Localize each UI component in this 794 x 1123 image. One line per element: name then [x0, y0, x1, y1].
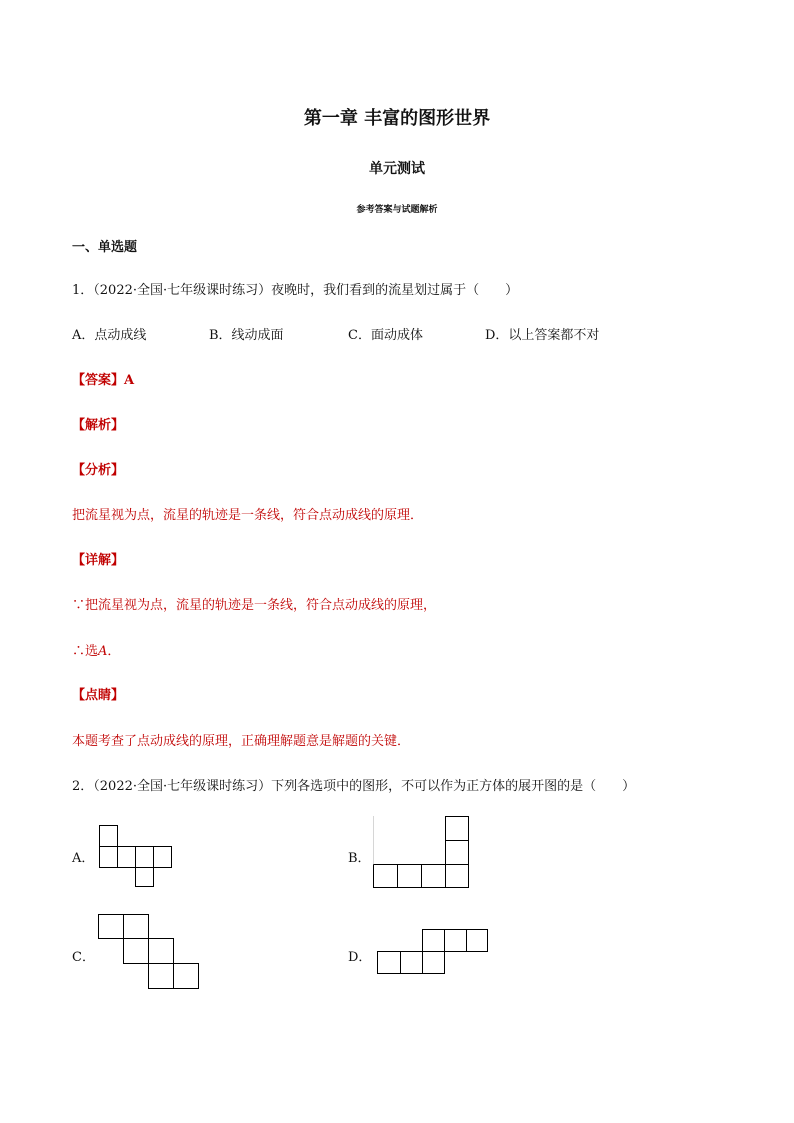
question-2-text: 2．（2022·全国·七年级课时练习）下列各选项中的图形，不可以作为正方体的展开图的是（ ） — [72, 779, 636, 794]
answer-note: 参考答案与试题解析 — [356, 205, 438, 215]
dianjing-text: 本题考查了点动成线的原理，正确理解题意是解题的关键． — [72, 734, 411, 749]
cube-net-a — [99, 825, 175, 889]
xiangjie-tag: 【详解】 — [72, 553, 125, 568]
answer-tag: 【答案】 — [72, 373, 125, 388]
page-subtitle: 单元测试 — [369, 161, 425, 177]
question-2-label-b: B． — [348, 851, 371, 866]
answer-value: A — [124, 373, 135, 388]
conclusion-prefix: ∴选 — [72, 644, 99, 659]
question-1-option-d: D．以上答案都不对 — [485, 328, 600, 343]
answer-line — [72, 369, 134, 388]
cube-net-b — [372, 816, 472, 890]
cube-net-d — [376, 929, 490, 976]
question-1-option-b: B．线动成面 — [209, 328, 284, 343]
question-1-text: 1．（2022·全国·七年级课时练习）夜晚时，我们看到的流星划过属于（ ） — [72, 283, 519, 298]
dianjing-tag: 【点睛】 — [72, 688, 125, 703]
question-1-option-a: A．点动成线 — [72, 328, 147, 343]
question-2-label-c: C． — [72, 950, 95, 965]
page-title: 第一章 丰富的图形世界 — [303, 108, 491, 129]
conclusion-suffix: ． — [107, 644, 121, 659]
question-1-option-c: C．面动成体 — [348, 328, 423, 343]
question-2-label-a: A． — [72, 851, 95, 866]
analysis-tag: 【解析】 — [72, 418, 125, 433]
question-2-label-d: D． — [348, 950, 372, 965]
section-heading: 一、单选题 — [72, 240, 138, 255]
cube-net-c — [98, 914, 202, 992]
fenxi-tag: 【分析】 — [72, 463, 125, 478]
fenxi-text: 把流星视为点，流星的轨迹是一条线，符合点动成线的原理． — [72, 508, 424, 523]
conclusion-line — [72, 640, 120, 659]
xiangjie-text: ∵把流星视为点，流星的轨迹是一条线，符合点动成线的原理， — [72, 598, 437, 613]
conclusion-value: A — [98, 644, 108, 659]
